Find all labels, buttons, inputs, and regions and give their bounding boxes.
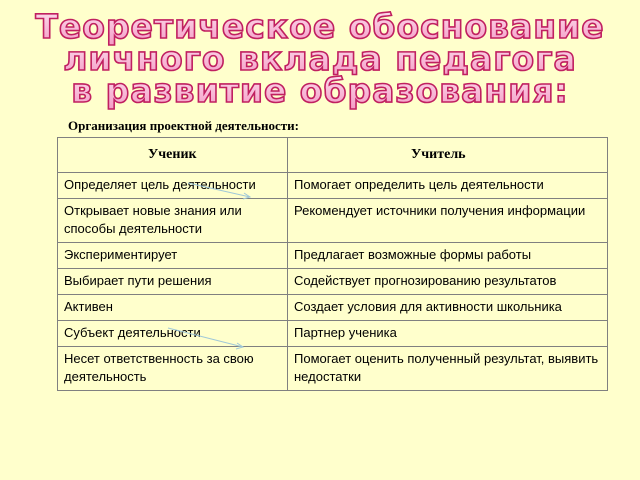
student-cell: Несет ответственность за свою деятельность: [58, 347, 288, 391]
teacher-cell: Помогает определить цель деятельности: [288, 173, 608, 199]
table-row: [58, 347, 608, 391]
table-row: [58, 269, 608, 295]
teacher-cell: Содействует прогнозированию результатов: [288, 269, 608, 295]
title-line-2: личного вклада педагога: [63, 39, 577, 78]
table-row: [58, 243, 608, 269]
header-teacher: Учитель: [288, 138, 608, 173]
student-cell: Открывает новые знания или способы деятельности: [58, 199, 288, 243]
section-subtitle: Организация проектной деятельности:: [68, 118, 299, 133]
table-row: [58, 199, 608, 243]
teacher-cell: Предлагает возможные формы работы: [288, 243, 608, 269]
table-row: [58, 173, 608, 199]
teacher-cell: Партнер ученика: [288, 321, 608, 347]
table-header-row: [58, 138, 608, 173]
teacher-cell: Создает условия для активности школьника: [288, 295, 608, 321]
title-graphic: [0, 0, 640, 110]
teacher-cell: Помогает оценить полученный результат, выявить недостатки: [288, 347, 608, 391]
page-title: [0, 0, 640, 110]
title-line-3: в развитие образования:: [71, 71, 569, 110]
title-line-1: Теоретическое обоснование: [35, 7, 605, 46]
header-student: Ученик: [58, 138, 288, 173]
roles-table: [57, 137, 608, 391]
student-cell: Активен: [58, 295, 288, 321]
table-row: [58, 295, 608, 321]
teacher-cell: Рекомендует источники получения информации: [288, 199, 608, 243]
table-row: [58, 321, 608, 347]
student-cell: Выбирает пути решения: [58, 269, 288, 295]
student-cell: Субъект деятельности: [58, 321, 288, 347]
student-cell: Определяет цель деятельности: [58, 173, 288, 199]
student-cell: Экспериментирует: [58, 243, 288, 269]
